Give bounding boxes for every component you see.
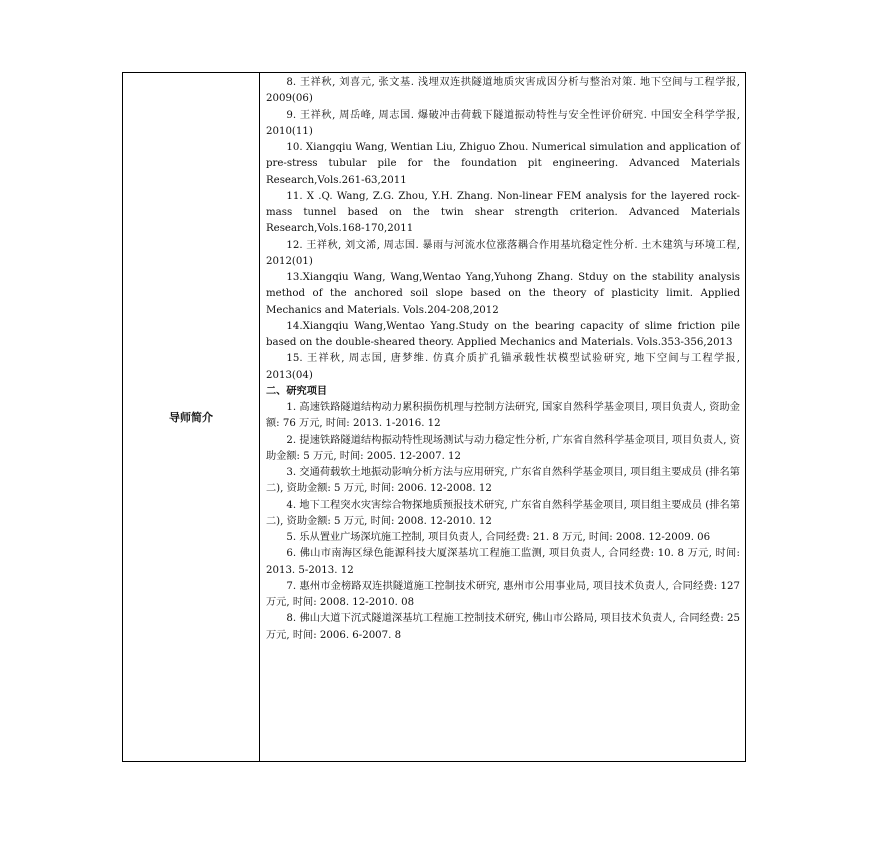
project-item: 2. 提速铁路隧道结构振动特性现场测试与动力稳定性分析, 广东省自然科学基金项目, 项目负责人, 资助金额: 5 万元, 时间: 2005. 12-2007. 12 <box>266 434 740 462</box>
paper-item: 11. X .Q. Wang, Z.G. Zhou, Y.H. Zhang. Non-linear FEM analysis for the layered rock-mass tunnel based on the twin shear strength criterion. Advanced Materials Research,Vols.168-170,2011 <box>266 190 740 235</box>
project-item: 5. 乐从置业广场深坑施工控制, 项目负责人, 合同经费: 21. 8 万元, 时间: 2008. 12-2009. 06 <box>286 532 711 543</box>
content-cell <box>260 73 746 762</box>
profile-table <box>122 72 746 762</box>
paper-item: 15. 王祥秋, 周志国, 唐梦维. 仿真介质扩孔锚承载性状模型试验研究, 地下空间与工程学报, 2013(04) <box>266 353 740 381</box>
paper-item: 8. 王祥秋, 刘喜元, 张文基. 浅埋双连拱隧道地质灾害成因分析与整治对策. 地下空间与工程学报, 2009(06) <box>266 77 740 105</box>
project-item: 7. 惠州市金榜路双连拱隧道施工控制技术研究, 惠州市公用事业局, 项目技术负责人, 合同经费: 127 万元, 时间: 2008. 12-2010. 08 <box>266 580 740 608</box>
content-body <box>266 75 740 644</box>
paper-item: 10. Xiangqiu Wang, Wentian Liu, Zhiguo Zhou. Numerical simulation and application of pre-stress tubular pile for the foundation pit engineering. Advanced Materials Research,Vols.261-63,2011 <box>266 142 740 186</box>
project-item: 8. 佛山大道下沉式隧道深基坑工程施工控制技术研究, 佛山市公路局, 项目技术负责人, 合同经费: 25 万元, 时间: 2006. 6-2007. 8 <box>266 613 740 641</box>
project-item: 1. 高速铁路隧道结构动力累积损伤机理与控制方法研究, 国家自然科学基金项目, 项目负责人, 资助金额: 76 万元, 时间: 2013. 1-2016. 12 <box>266 402 740 430</box>
project-item: 3. 交通荷载软土地振动影响分析方法与应用研究, 广东省自然科学基金项目, 项目组主要成员 (排名第二), 资助金额: 5 万元, 时间: 2006. 12-2008. 12 <box>266 467 740 495</box>
paper-item: 12. 王祥秋, 刘文浠, 周志国. 暴雨与河流水位涨落耦合作用基坑稳定性分析. 土木建筑与环境工程, 2012(01) <box>266 239 740 267</box>
projects-heading: 二、研究项目 <box>266 385 328 397</box>
section-label: 导师简介 <box>123 73 260 762</box>
paper-item: 14.Xiangqiu Wang,Wentao Yang.Study on the bearing capacity of slime friction pile based on the double-sheared theory. Applied Mechanics and Materials. Vols.353-356,2013 <box>266 320 740 348</box>
profile-row <box>123 73 746 762</box>
project-item: 6. 佛山市南海区绿色能源科技大厦深基坑工程施工监测, 项目负责人, 合同经费: 10. 8 万元, 时间: 2013. 5-2013. 12 <box>266 548 740 576</box>
paper-item: 13.Xiangqiu Wang, Wang,Wentao Yang,Yuhong Zhang. Stduy on the stability analysis method of the anchored soil slope based on the theory of plasticity limit. Applied Mechanics and Materials. Vols.204-208,2012 <box>266 272 740 316</box>
project-item: 4. 地下工程突水灾害综合物探地质预报技术研究, 广东省自然科学基金项目, 项目组主要成员 (排名第二), 资助金额: 5 万元, 时间: 2008. 12-2010. 12 <box>266 499 740 527</box>
paper-item: 9. 王祥秋, 周岳峰, 周志国. 爆破冲击荷载下隧道振动特性与安全性评价研究. 中国安全科学学报, 2010(11) <box>266 109 740 137</box>
